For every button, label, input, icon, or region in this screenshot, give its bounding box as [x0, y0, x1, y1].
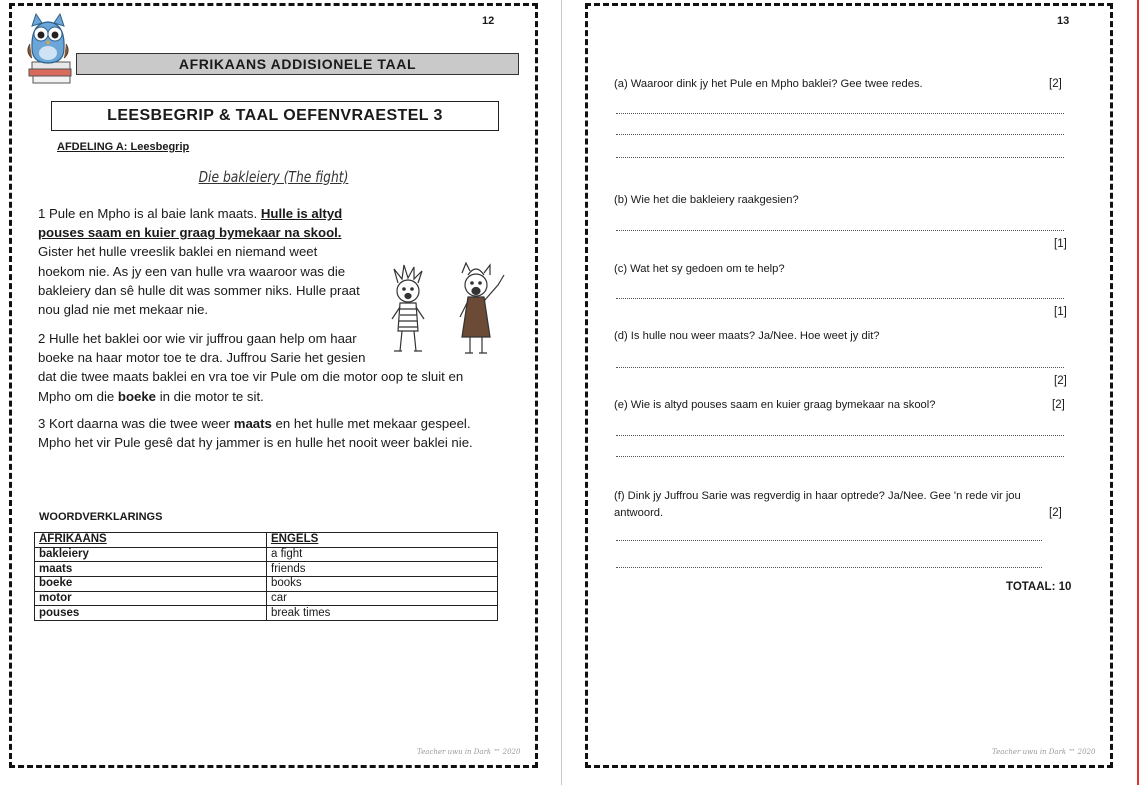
- answer-line[interactable]: [616, 435, 1064, 436]
- page-13: [585, 3, 1113, 768]
- subject-banner: AFRIKAANS ADDISIONELE TAAL: [76, 53, 519, 75]
- story-title: Die bakleiery (The fight): [198, 168, 349, 186]
- total-score: TOTAAL: 10: [1006, 581, 1072, 593]
- paragraph-2: [38, 329, 498, 406]
- paragraph-3-lead: 3 Kort daarna was die twee weer: [38, 416, 234, 431]
- image-float-spacer: [386, 329, 498, 364]
- page-12: [9, 3, 538, 768]
- section-label: AFDELING A: Leesbegrip: [57, 141, 190, 153]
- question-b-mark: [1]: [1054, 238, 1067, 250]
- answer-line[interactable]: [616, 540, 1042, 541]
- paragraph-1-lead: 1 Pule en Mpho is al baie lank maats.: [38, 206, 261, 221]
- question-e: (e) Wie is altyd pouses saam en kuier graag bymekaar na skool?: [614, 399, 936, 411]
- page-number: 13: [1057, 15, 1070, 27]
- page-number: 12: [482, 15, 495, 27]
- answer-line[interactable]: [616, 230, 1064, 231]
- answer-line[interactable]: [616, 367, 1064, 368]
- column-header-engels: ENGELS: [267, 533, 498, 548]
- answer-line[interactable]: [616, 157, 1064, 158]
- answer-line[interactable]: [616, 134, 1064, 135]
- vocab-heading: WOORDVERKLARINGS: [39, 511, 163, 523]
- copyright-watermark: Teacher uwu in Dark ™ 2020: [992, 748, 1096, 756]
- question-c-mark: [1]: [1054, 306, 1067, 318]
- question-f-mark: [2]: [1049, 507, 1062, 519]
- afrikaans-word: boeke: [35, 577, 267, 592]
- table-row: [35, 606, 498, 621]
- copyright-watermark: Teacher uwu in Dark ™ 2020: [417, 748, 521, 756]
- afrikaans-word: maats: [35, 562, 267, 577]
- answer-line[interactable]: [616, 567, 1042, 568]
- table-row: [35, 547, 498, 562]
- column-header-afrikaans: AFRIKAANS: [35, 533, 267, 548]
- afrikaans-word: pouses: [35, 606, 267, 621]
- paragraph-3-bold: maats: [233, 416, 272, 431]
- question-d-mark: [2]: [1054, 375, 1067, 387]
- paragraph-2-rest: in die motor te sit.: [156, 388, 264, 404]
- english-word: break times: [267, 606, 498, 621]
- afrikaans-word: bakleiery: [35, 547, 267, 562]
- paragraph-3: [38, 414, 498, 452]
- english-word: friends: [267, 562, 498, 577]
- question-d: (d) Is hulle nou weer maats? Ja/Nee. Hoe weet jy dit?: [614, 330, 880, 342]
- english-word: books: [267, 577, 498, 592]
- question-b: (b) Wie het die bakleiery raakgesien?: [614, 194, 799, 206]
- question-c: (c) Wat het sy gedoen om te help?: [614, 263, 785, 275]
- page-spine: [561, 0, 562, 785]
- table-row: [35, 577, 498, 592]
- paragraph-2-bold: boeke: [117, 388, 157, 404]
- answer-line[interactable]: [616, 298, 1064, 299]
- paragraph-1-underlined: Hulle is altyd pouses saam en kuier graag bymekaar na skool.: [38, 206, 343, 241]
- english-word: car: [267, 591, 498, 606]
- paragraph-3-rest: en het hulle met mekaar gespeel. Mpho het vir Pule gesê dat hy jammer is en hulle het nooit weer baklei nie.: [38, 416, 473, 451]
- table-row: [35, 591, 498, 606]
- paragraph-2-lead: 2 Hulle het baklei oor wie vir juffrou gaan help om haar boeke na haar motor toe te dra. Juffrou Sarie het gesien dat die twee maats baklei en vra toe vir Pule om die motor oop te sluit en Mpho om die: [38, 331, 464, 404]
- question-f: (f) Dink jy Juffrou Sarie was regverdig in haar optrede? Ja/Nee. Gee 'n rede vir jou antwoord.: [614, 490, 1021, 519]
- question-a: (a) Waaroor dink jy het Pule en Mpho baklei? Gee twee redes.: [614, 78, 923, 90]
- paper-title: LEESBEGRIP & TAAL OEFENVRAESTEL 3: [51, 101, 499, 131]
- question-a-mark: [2]: [1049, 78, 1062, 90]
- table-header-row: [35, 533, 498, 548]
- paragraph-1-rest: Gister het hulle vreeslik baklei en niemand weet hoekom nie. As jy een van hulle vra waaroor was die bakleiery dan sê hulle dit was sommer niks. Hulle praat nou glad nie met mekaar nie.: [38, 244, 360, 318]
- english-word: a fight: [267, 547, 498, 562]
- question-e-mark: [2]: [1052, 399, 1065, 411]
- afrikaans-word: motor: [35, 591, 267, 606]
- answer-line[interactable]: [616, 456, 1064, 457]
- vocab-table: [34, 532, 498, 621]
- answer-line[interactable]: [616, 113, 1064, 114]
- owl-on-books-icon: [22, 8, 74, 88]
- table-row: [35, 562, 498, 577]
